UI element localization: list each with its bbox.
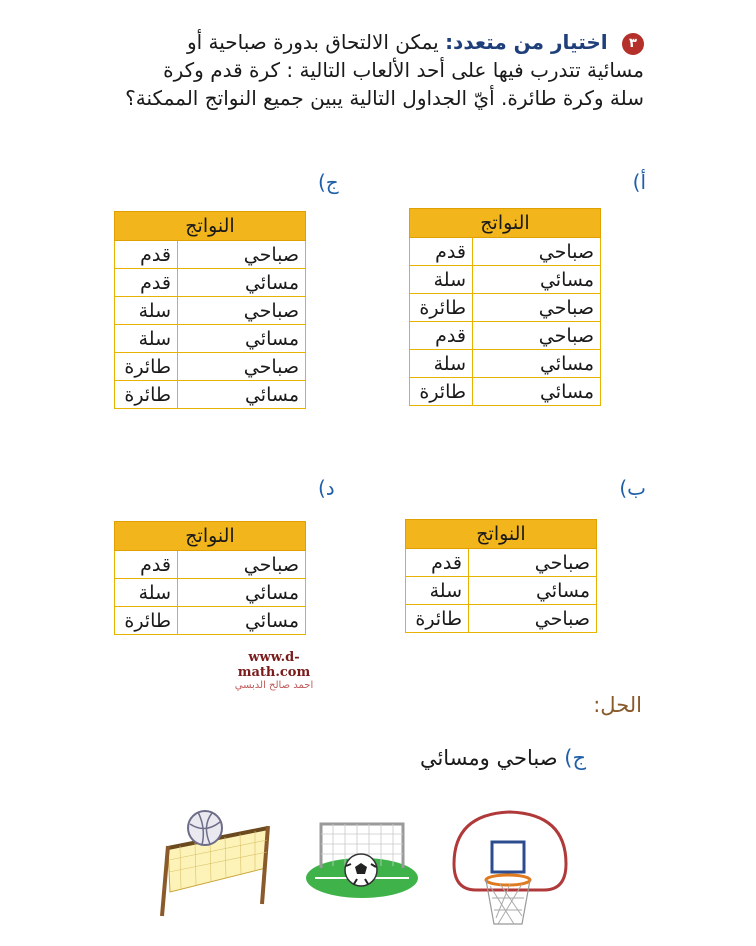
table-row	[410, 266, 601, 294]
session-cell: مسائي	[178, 269, 306, 297]
session-cell: صباحي	[469, 549, 597, 577]
table-row	[406, 605, 597, 633]
table-row	[115, 325, 306, 353]
sport-cell: قدم	[410, 238, 473, 266]
option-c-table	[114, 211, 306, 409]
table-row	[410, 322, 601, 350]
question-block	[124, 28, 644, 112]
sport-cell: طائرة	[406, 605, 469, 633]
session-cell: مسائي	[473, 378, 601, 406]
session-cell: صباحي	[473, 238, 601, 266]
session-cell: مسائي	[473, 266, 601, 294]
question-title: اختيار من متعدد:	[445, 30, 608, 54]
sport-cell: سلة	[406, 577, 469, 605]
basketball-hoop-icon	[448, 806, 573, 936]
table-row	[115, 353, 306, 381]
watermark-url: www.d-math.com	[237, 650, 311, 680]
table-header: النواتج	[115, 522, 306, 551]
question-number-badge: ٣	[622, 33, 644, 55]
answer-letter: ج)	[564, 746, 586, 770]
session-cell: صباحي	[178, 551, 306, 579]
sport-cell: طائرة	[410, 294, 473, 322]
sport-cell: قدم	[115, 551, 178, 579]
sport-cell: طائرة	[115, 353, 178, 381]
session-cell: مسائي	[178, 607, 306, 635]
option-d-label[interactable]: د)	[318, 476, 335, 500]
table-row	[410, 350, 601, 378]
sport-cell: سلة	[115, 325, 178, 353]
sport-cell: قدم	[115, 241, 178, 269]
table-row	[406, 577, 597, 605]
table-row	[115, 381, 306, 409]
session-cell: مسائي	[178, 325, 306, 353]
table-row	[410, 294, 601, 322]
sport-cell: طائرة	[410, 378, 473, 406]
sport-cell: قدم	[410, 322, 473, 350]
sport-cell: طائرة	[115, 607, 178, 635]
session-cell: مسائي	[473, 350, 601, 378]
sport-cell: سلة	[115, 297, 178, 325]
table-row	[115, 551, 306, 579]
option-b-table	[405, 519, 597, 633]
session-cell: صباحي	[178, 297, 306, 325]
sport-cell: قدم	[115, 269, 178, 297]
option-a-label[interactable]: أ)	[632, 170, 646, 194]
sport-cell: قدم	[406, 549, 469, 577]
table-row	[406, 549, 597, 577]
sport-cell: طائرة	[115, 381, 178, 409]
table-row	[115, 269, 306, 297]
option-a-table	[409, 208, 601, 406]
question-text: يمكن الالتحاق بدورة صباحية أو مسائية تتدرب فيها على أحد الألعاب التالية : كرة قدم وكرة سلة وكرة طائرة. أيّ الجداول التالية يبين جميع النواتج الممكنة؟	[125, 30, 644, 110]
table-row	[115, 297, 306, 325]
answer-text: صباحي ومسائي	[419, 746, 558, 770]
table-header: النواتج	[115, 212, 306, 241]
option-b-label[interactable]: ب)	[619, 476, 646, 500]
session-cell: مسائي	[178, 381, 306, 409]
session-cell: مسائي	[178, 579, 306, 607]
session-cell: صباحي	[473, 322, 601, 350]
option-c-label[interactable]: ج)	[318, 170, 339, 194]
session-cell: صباحي	[178, 241, 306, 269]
table-row	[115, 607, 306, 635]
table-row	[410, 238, 601, 266]
soccer-goal-icon	[305, 818, 420, 898]
solution-label: الحل:	[593, 693, 642, 717]
session-cell: صباحي	[178, 353, 306, 381]
session-cell: مسائي	[469, 577, 597, 605]
table-header: النواتج	[406, 520, 597, 549]
sport-cell: سلة	[410, 266, 473, 294]
session-cell: صباحي	[473, 294, 601, 322]
table-row	[115, 579, 306, 607]
volleyball-net-icon	[150, 808, 275, 923]
sport-cell: سلة	[115, 579, 178, 607]
watermark-author: احمد صالح الدبسي	[234, 680, 314, 691]
solution-answer	[420, 746, 586, 770]
session-cell: صباحي	[469, 605, 597, 633]
table-row	[410, 378, 601, 406]
table-header: النواتج	[410, 209, 601, 238]
option-d-table	[114, 521, 306, 635]
table-row	[115, 241, 306, 269]
watermark	[214, 650, 334, 691]
sport-cell: سلة	[410, 350, 473, 378]
